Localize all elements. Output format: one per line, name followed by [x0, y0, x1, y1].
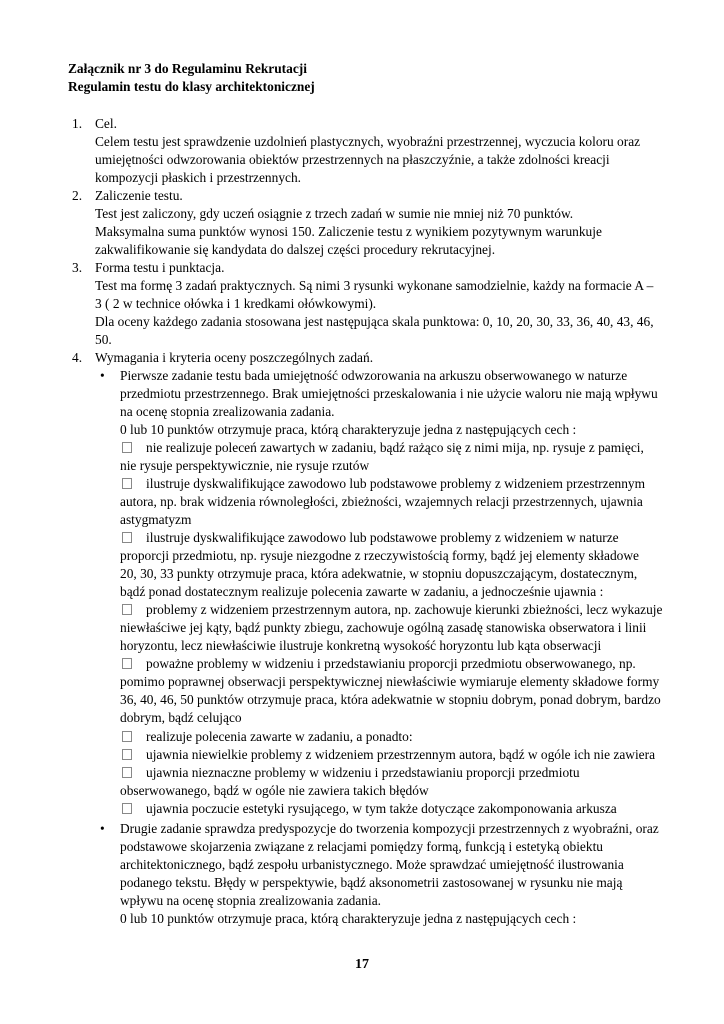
checkbox-glyph-icon — [122, 767, 132, 778]
text-line: proporcji przedmiotu, np. rysuje niezgodne z rzeczywistością formy, bądź jej elementy składowe — [120, 548, 639, 563]
criterion-item: poważne problemy w widzeniu i przedstawianiu proporcji przedmiotu obserwowanego, np. — [120, 655, 636, 673]
text-line: pomimo poprawnej obserwacji perspektywicznej niewłaściwie wymiaruje elementy składowe formy — [120, 674, 660, 689]
text-line: umiejętności odwzorowania obiektów przestrzennych na płaszczyźnie, a także zdolności kreacji — [95, 152, 610, 167]
text-line: niewłaściwe jej kąty, bądź punkty zbiegu, zachowuje ogólną zasadę stanowiska obserwatora i linii — [120, 620, 647, 635]
text-line: Maksymalna suma punktów wynosi 150. Zaliczenie testu z wynikiem pozytywnym warunkuje — [95, 224, 602, 239]
page-number: 17 — [355, 957, 369, 972]
section-number: 3. — [72, 260, 83, 275]
text-line: obserwowanego, bądź w ogóle nie zawiera takich błędów — [120, 783, 429, 798]
criterion-item: realizuje polecenia zawarte w zadaniu, a ponadto: — [120, 728, 413, 746]
text-line: 20, 30, 33 punkty otrzymuje praca, która adekwatnie, w stopniu dopuszczającym, dostatecznym, — [120, 566, 638, 581]
text-line: wpływu na ocenę stopnia zrealizowania zadania. — [120, 893, 381, 908]
checkbox-glyph-icon — [122, 749, 132, 760]
text-line: 0 lub 10 punktów otrzymuje praca, którą charakteryzuje jedna z następujących cech : — [120, 911, 577, 926]
text-line: dobrym, bądź celująco — [120, 710, 242, 725]
section-number: 4. — [72, 350, 83, 365]
checkbox-glyph-icon — [122, 442, 132, 453]
text-line: 3 ( 2 w technice ołówka i 1 kredkami ołówkowymi). — [95, 296, 377, 311]
text-line: horyzontu, lecz niewłaściwie ilustruje konkretną wysokość horyzontu lub kąta obserwacji — [120, 638, 602, 653]
text-line: podanego tekstu. Błędy w perspektywie, bądź aksonometrii zastosowanej w rysunku nie mają — [120, 875, 623, 890]
text-line: 50. — [95, 332, 112, 347]
text-line: Test ma formę 3 zadań praktycznych. Są nimi 3 rysunki wykonane samodzielnie, każdy na formacie A – — [95, 278, 654, 293]
text-line: zakwalifikowanie się kandydata do dalszej części procedury rekrutacyjnej. — [95, 242, 496, 257]
bullet-icon: • — [100, 368, 105, 383]
text-line: Test jest zaliczony, gdy uczeń osiągnie z trzech zadań w sumie nie mniej niż 70 punktów. — [95, 206, 574, 221]
checkbox-glyph-icon — [122, 478, 132, 489]
criterion-item: problemy z widzeniem przestrzennym autora, np. zachowuje kierunki zbieżności, lecz wykazuje — [120, 601, 662, 619]
text-line: kompozycji płaskich i przestrzennych. — [95, 170, 301, 185]
checkbox-glyph-icon — [122, 803, 132, 814]
criterion-item: ujawnia nieznaczne problemy w widzeniu i przedstawianiu proporcji przedmiotu — [120, 764, 580, 782]
criterion-item: ilustruje dyskwalifikujące zawodowo lub podstawowe problemy z widzeniem w naturze — [120, 529, 619, 547]
section-number: 1. — [72, 116, 83, 131]
checkbox-glyph-icon — [122, 658, 132, 669]
section-title: Zaliczenie testu. — [95, 188, 183, 203]
text-line: Dla oceny każdego zadania stosowana jest następująca skala punktowa: 0, 10, 20, 30, 33, 36, 40, 43, 46, — [95, 314, 654, 329]
checkbox-glyph-icon — [122, 532, 132, 543]
text-line: podstawowe skojarzenia związane z relacjami pomiędzy formą, funkcją i estetyką obiektu — [120, 839, 603, 854]
text-line: Drugie zadanie sprawdza predyspozycje do tworzenia kompozycji przestrzennych z wyobraźni, oraz — [120, 821, 659, 836]
text-line: 36, 40, 46, 50 punktów otrzymuje praca, która adekwatnie w stopniu dobrym, ponad dobrym, bardzo — [120, 692, 661, 707]
section-title: Forma testu i punktacja. — [95, 260, 225, 275]
text-line: przedmiotu przestrzennego. Brak umiejętności przeskalowania i nie użycie waloru nie mają wpływu — [120, 386, 658, 401]
bullet-icon: • — [100, 821, 105, 836]
criterion-item: ujawnia niewielkie problemy z widzeniem przestrzennym autora, bądź w ogóle ich nie zawiera — [120, 746, 655, 764]
text-line: 0 lub 10 punktów otrzymuje praca, którą charakteryzuje jedna z następujących cech : — [120, 422, 577, 437]
text-line: bądź ponad dostatecznym realizuje polecenia zawarte w zadaniu, a jednocześnie ujawnia : — [120, 584, 604, 599]
text-line: Pierwsze zadanie testu bada umiejętność odwzorowania na arkuszu obserwowanego w naturze — [120, 368, 628, 383]
criterion-item: ilustruje dyskwalifikujące zawodowo lub podstawowe problemy z widzeniem przestrzennym — [120, 475, 645, 493]
text-line: na ocenę stopnia zrealizowania zadania. — [120, 404, 335, 419]
annex-title: Załącznik nr 3 do Regulaminu Rekrutacji — [68, 61, 307, 76]
criterion-item: nie realizuje poleceń zawartych w zadaniu, bądź rażąco się z nimi mija, np. rysuje z pamięci, — [120, 439, 644, 457]
text-line: Celem testu jest sprawdzenie uzdolnień plastycznych, wyobraźni przestrzennej, wyczucia koloru oraz — [95, 134, 641, 149]
section-title: Cel. — [95, 116, 117, 131]
checkbox-glyph-icon — [122, 604, 132, 615]
criterion-item: ujawnia poczucie estetyki rysującego, w tym także dotyczące zakomponowania arkusza — [120, 800, 617, 818]
section-title: Wymagania i kryteria oceny poszczególnych zadań. — [95, 350, 374, 365]
text-line: nie rysuje perspektywicznie, nie rysuje rzutów — [120, 458, 370, 473]
text-line: architektonicznego, bądź zespołu urbanistycznego. Może sprawdzać umiejętność ilustrowania — [120, 857, 624, 872]
regulation-title: Regulamin testu do klasy architektonicznej — [68, 79, 315, 94]
text-line: astygmatyzm — [120, 512, 192, 527]
checkbox-glyph-icon — [122, 731, 132, 742]
section-number: 2. — [72, 188, 83, 203]
text-line: autora, np. brak widzenia równoległości, zbieżności, wzajemnych relacji przestrzennych, ujawnia — [120, 494, 643, 509]
